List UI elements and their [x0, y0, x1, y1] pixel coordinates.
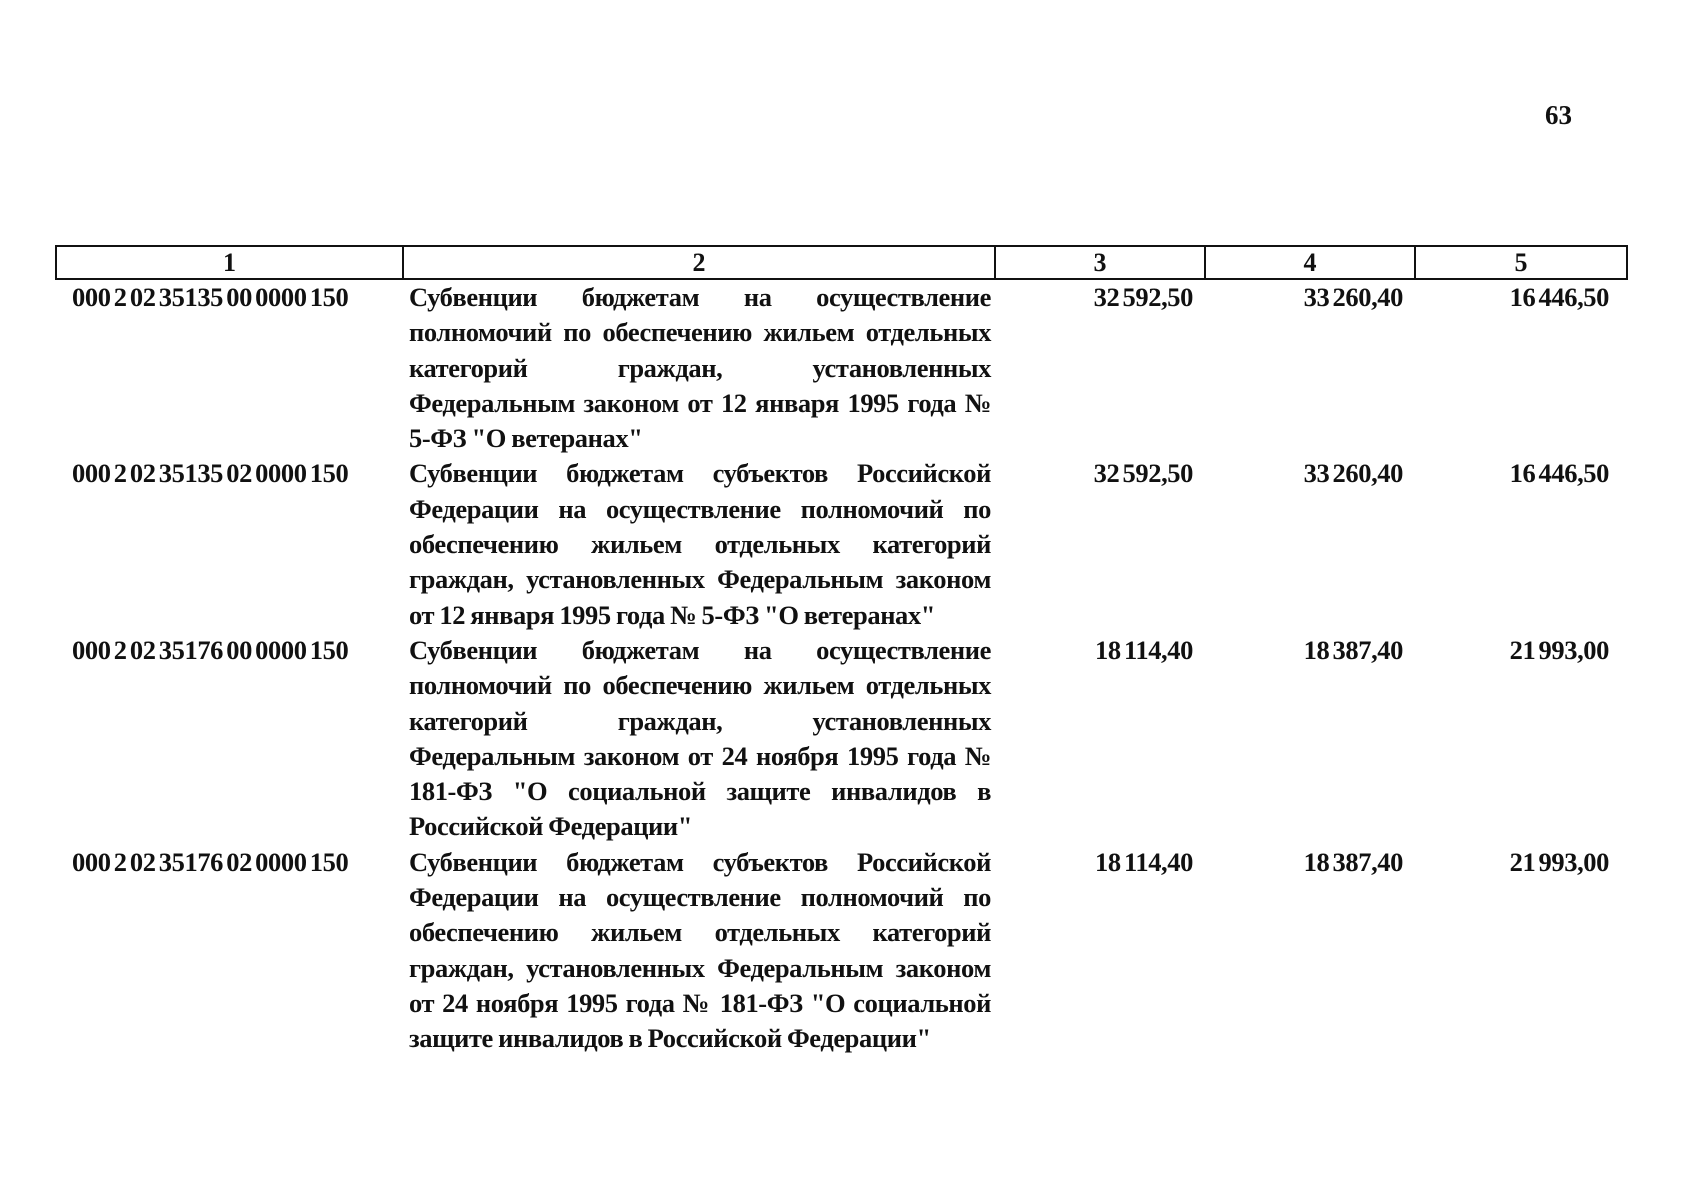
column-header-2: 2 [403, 246, 995, 279]
table-row [56, 845, 1627, 1057]
budget-code-cell: 000 2 02 35176 00 0000 150 [72, 634, 349, 665]
table-row [56, 279, 1627, 456]
amount-col3-cell: 32 592,50 [1093, 282, 1193, 312]
amount-col3-cell: 18 114,40 [1095, 634, 1193, 665]
page-number: 63 [1545, 100, 1572, 130]
amount-col4-cell: 33 260,40 [1303, 458, 1403, 489]
table-body [56, 279, 1627, 1057]
column-header-4: 4 [1205, 246, 1415, 279]
amount-col4-cell: 33 260,40 [1303, 282, 1403, 312]
column-header-5: 5 [1415, 246, 1627, 279]
budget-table [55, 245, 1628, 1057]
budget-code-cell: 000 2 02 35135 02 0000 150 [72, 458, 349, 489]
amount-col5-cell: 21 993,00 [1509, 634, 1609, 665]
amount-col4-cell: 18 387,40 [1303, 634, 1403, 665]
table-row [56, 633, 1627, 845]
description-cell: Субвенции бюджетам на осуществление полномочий по обеспечению жильем отдельных категорий граждан, установленных Федеральным законом от 12 января 1995 года № 5-ФЗ "О ветеранах" [409, 282, 991, 454]
column-header-1: 1 [56, 246, 403, 279]
amount-col5-cell: 21 993,00 [1509, 846, 1609, 877]
amount-col4-cell: 18 387,40 [1303, 846, 1403, 877]
column-header-3: 3 [995, 246, 1205, 279]
budget-code-cell: 000 2 02 35135 00 0000 150 [72, 282, 349, 312]
amount-col3-cell: 18 114,40 [1095, 846, 1193, 877]
description-cell: Субвенции бюджетам субъектов Российской Федерации на осуществление полномочий по обеспечению жильем отдельных категорий граждан, установленных Федеральным законом от 12 января 1995 года № 5-ФЗ "О ветеранах" [409, 458, 991, 630]
budget-code-cell: 000 2 02 35176 02 0000 150 [72, 846, 349, 877]
table-row [56, 456, 1627, 632]
table-header [56, 246, 1627, 279]
amount-col5-cell: 16 446,50 [1509, 282, 1609, 312]
header-row [56, 246, 1627, 279]
description-cell: Субвенции бюджетам субъектов Российской Федерации на осуществление полномочий по обеспечению жильем отдельных категорий граждан, установленных Федеральным законом от 24 ноября 1995 года № 181-ФЗ "О социальной защите инвалидов в Российской Федерации" [409, 846, 991, 1054]
description-cell: Субвенции бюджетам на осуществление полномочий по обеспечению жильем отдельных категорий граждан, установленных Федеральным законом от 24 ноября 1995 года № 181-ФЗ "О социальной защите инвалидов в Российской Федерации" [409, 634, 991, 842]
amount-col5-cell: 16 446,50 [1509, 458, 1609, 489]
amount-col3-cell: 32 592,50 [1093, 458, 1193, 489]
